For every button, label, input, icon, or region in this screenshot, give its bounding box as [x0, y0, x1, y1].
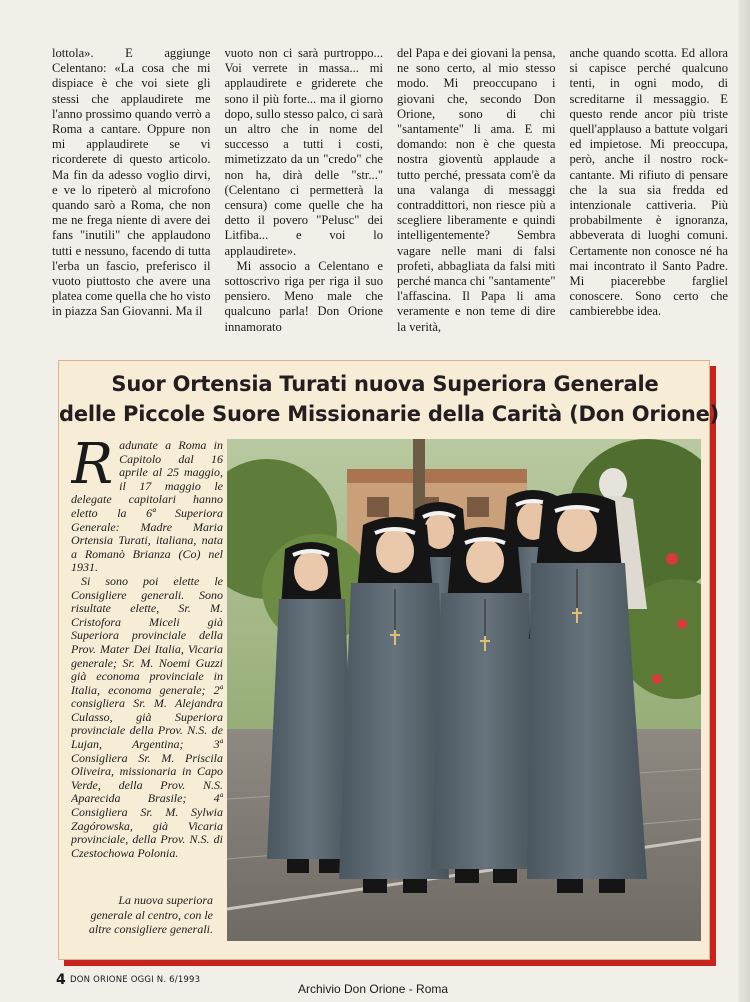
- intro-second-paragraph: Si sono poi elette le Consigliere generali. Sono risultate elette, Sr. M. Cristofora Miceli già Superiora provinciale della Prov. Mater Dei Italia, Vicaria generale; Sr. M. Noemi Guzzi già economa provinciale in Italia, economa generale; 2ª consigliera Sr. M. Alejandra Culasso, già Superiora provinciale della Prov. N.S. de Lujan, Argentina; 3ª Consigliera Sr. M. Priscila Oliveira, missionaria in Capo Verde, della Prov. N.S. Aparecida Brasile; 4ª Consigliera Sr. M. Sylwia Zagórowska, già Vicaria provinciale, della Prov. N.S. di Czestochowa Polonia.: [71, 573, 223, 860]
- drop-cap: R: [71, 439, 114, 497]
- column-paragraph: lottola». E aggiunge Celentano: «La cosa che mi dispiace è che voi siete gli stessi che applaudirete me l'anno prossimo quando verrò a Roma a cantare. Oppure non mi applaudirete se vi ricorderete di questo articolo. Ma fin da adesso voglio dirvi, e ve lo ripeterò al microfono quando sarò a Roma, che non me ne frega niente di avere dei fans "inutili" che applaudono tutti e nessuno, facendo di tutta l'erba un fascio, preferisco il vuoto piuttosto che avere una platea come quella che ho visto in piazza San Giovanni. Ma il: [52, 46, 211, 319]
- column-paragraph: anche quando scotta. Ed allora si capisce perché qualcuno tenti, in ogni modo, di screditarne il messaggio. E questo rende ancor più triste quell'applauso a battute volgari ed impietose. Mi preoccupa, però, anche il nostro rock-cantante. Mi rifiuto di pensare che la sua sia fredda ed intenzionale cattiveria. Più probabilmente è ignoranza, abbeverata di luoghi comuni. Certamente non conosce né ha mai incontrato il Santo Padre. Mi piacerebbe fargliel conoscere. Sono certo che cambierebbe idea.: [569, 46, 728, 319]
- column-2: [225, 46, 384, 346]
- headline-line-2: delle Piccole Suore Missionarie della Carità (Don Orione): [59, 402, 720, 426]
- sisters-photo-illustration: [227, 439, 701, 941]
- box-intro-text: [71, 439, 223, 864]
- column-paragraph: del Papa e dei giovani la pensa, ne sono certo, al mio stesso modo. Mi preoccupano i giovani che, secondo Don Orione, sono di chi "santamente" li ama. E mi domando: non è che questa nostra gioventù applaude a tutto perché, pressata com'è da una valanga di messaggi contraddittori, non riesce più a scegliere liberamente e quindi intelligentemente? Sembra vagare nelle mani di falsi profeti, abbagliata da falsi miti perché manca chi "santamente" l'affascina. Il Papa li ama veramente e non teme di dire la verità,: [397, 46, 556, 334]
- photo-caption: La nuova superiora generale al centro, con le altre consigliere generali.: [88, 893, 213, 936]
- column-paragraph: vuoto non ci sarà purtroppo... Voi verrete in massa... mi applaudirete e griderete che sono il più forte... ma il giorno dopo, sullo stesso palco, ci sarà un altro che in nome del successo a tutti i costi, mimetizzato da un "credo" che non ha, dirà delle "str..." (Celentano ci permetterà la censura) come quelle che ha detto il povero "Pelusc" dei Litfiba... e voi lo applaudirete».: [224, 46, 383, 258]
- intro-first-paragraph: adunate a Roma in Capitolo dal 16 aprile al 25 maggio, il 17 maggio le delegate capitolari hanno eletto la 6ª Superiora Generale: Madre Maria Ortensia Turati, italiana, nata a Romanò Brianza (Co) nel 1931.: [71, 439, 223, 575]
- article-columns: [52, 46, 728, 346]
- page-number: 4: [56, 972, 66, 988]
- box-headline: [59, 369, 720, 429]
- page-edge: [738, 0, 750, 1002]
- column-1: [52, 46, 211, 346]
- column-3: [397, 46, 556, 346]
- column-4: [570, 46, 729, 346]
- magazine-issue: DON ORIONE OGGI N. 6/1993: [70, 975, 201, 985]
- column-paragraph: Mi associo a Celentano e sottoscrivo riga per riga il suo pensiero. Meno male che qualcuno parla! Don Orione innamorato: [224, 258, 383, 334]
- headline-line-1: Suor Ortensia Turati nuova Superiora Generale: [111, 372, 659, 396]
- news-box: [58, 360, 720, 960]
- archive-watermark: Archivio Don Orione - Roma: [298, 982, 449, 996]
- group-photo: [227, 439, 701, 941]
